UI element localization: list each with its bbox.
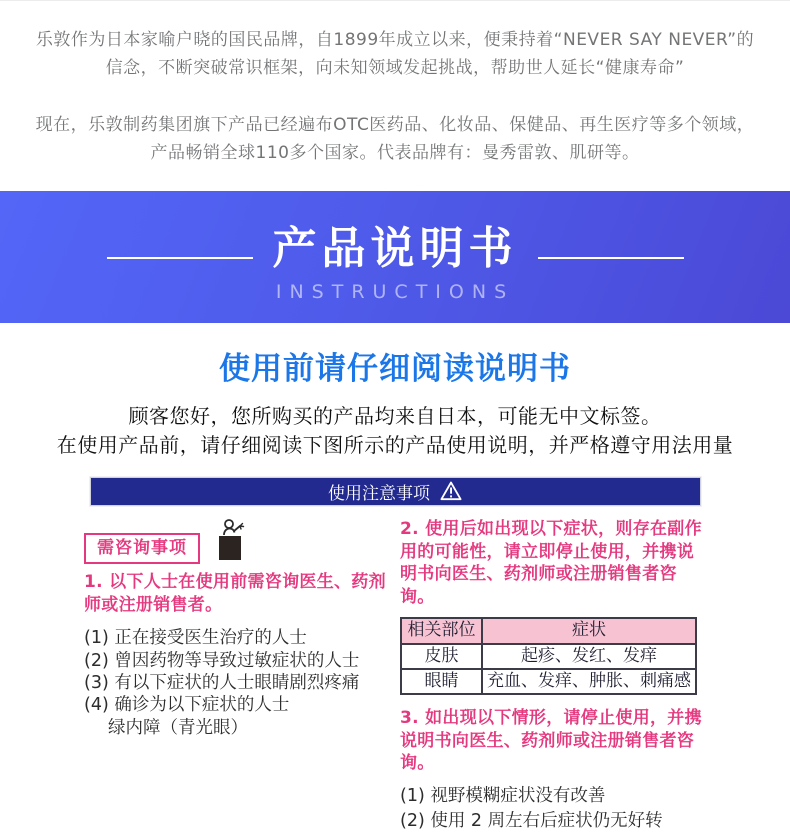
symptom-table xyxy=(400,617,697,695)
symptom-table-header-row xyxy=(401,618,696,643)
consult-sub-item: 绿内障（青光眼） xyxy=(108,717,248,738)
warning-triangle-icon xyxy=(440,481,462,501)
read-first-section xyxy=(0,343,790,459)
side-effect-column xyxy=(400,516,706,835)
consult-intro-text: 1. 以下人士在使用前需咨询医生、药剂师或注册销售者。 xyxy=(84,571,386,615)
consult-item: (4) 确诊为以下症状的人士 xyxy=(84,695,290,716)
symptom-part-cell: 皮肤 xyxy=(401,644,482,669)
consult-column xyxy=(84,516,400,835)
symptom-table-header-part: 相关部位 xyxy=(401,618,482,643)
stop-use-intro-text: 3. 如出现以下情形，请停止使用，并携说明书向医生、药剂师或注册销售者咨询。 xyxy=(400,708,702,774)
symptom-table-header-symptom: 症状 xyxy=(482,618,696,643)
banner-right-rule xyxy=(538,257,684,259)
symptom-table-row xyxy=(401,669,696,694)
notice-columns xyxy=(84,516,706,835)
symptom-value-cell: 起疹、发红、发痒 xyxy=(482,644,696,669)
consult-item: (1) 正在接受医生治疗的人士 xyxy=(84,628,307,649)
stop-use-item: (2) 使用 2 周左右后症状仍无好转 xyxy=(400,811,663,832)
consult-item-list xyxy=(84,627,386,739)
symptom-part-cell: 眼睛 xyxy=(401,669,482,694)
stop-use-item-list xyxy=(400,784,706,835)
stop-use-item: (1) 视野模糊症状没有改善 xyxy=(400,785,606,806)
side-effect-intro-text: 2. 使用后如出现以下症状，则存在副作用的可能性，请立即停止使用，并携说明书向医生、药剂师或注册销售者咨询。 xyxy=(400,518,702,607)
instructions-banner xyxy=(0,191,790,323)
consult-item: (2) 曾因药物等导致过敏症状的人士 xyxy=(84,650,360,671)
usage-notice-bar xyxy=(90,477,701,506)
symptom-table-row xyxy=(401,644,696,669)
brand-intro-paragraph-1: 乐敦作为日本家喻户晓的国民品牌，自1899年成立以来，便秉持着“NEVER SAY NEVER”的信念，不断突破常识框架，向未知领域发起挑战，帮助世人延长“健康寿命” xyxy=(35,30,755,78)
read-first-line-1: 顾客您好，您所购买的产品均来自日本，可能无中文标签。 xyxy=(128,404,662,429)
brand-intro-section xyxy=(29,1,761,167)
banner-left-rule xyxy=(107,257,253,259)
banner-title: 产品说明书 xyxy=(272,222,518,274)
banner-subtitle: INSTRUCTIONS xyxy=(275,280,515,303)
podium-speaker-icon xyxy=(210,518,250,566)
read-first-title: 使用前请仔细阅读说明书 xyxy=(219,351,571,388)
consult-box-label: 需咨询事项 xyxy=(84,533,200,564)
symptom-value-cell: 充血、发痒、肿胀、刺痛感 xyxy=(482,669,696,694)
consult-item: (3) 有以下症状的人士眼睛剧烈疼痛 xyxy=(84,672,360,693)
read-first-line-2: 在使用产品前，请仔细阅读下图所示的产品使用说明，并严格遵守用法用量 xyxy=(56,432,734,457)
usage-notice-bar-title: 使用注意事项 xyxy=(328,483,430,504)
brand-intro-paragraph-2: 现在，乐敦制药集团旗下产品已经遍布OTC医药品、化妆品、保健品、再生医疗等多个领域，产品畅销全球110多个国家。代表品牌有：曼秀雷敦、肌研等。 xyxy=(35,115,755,163)
